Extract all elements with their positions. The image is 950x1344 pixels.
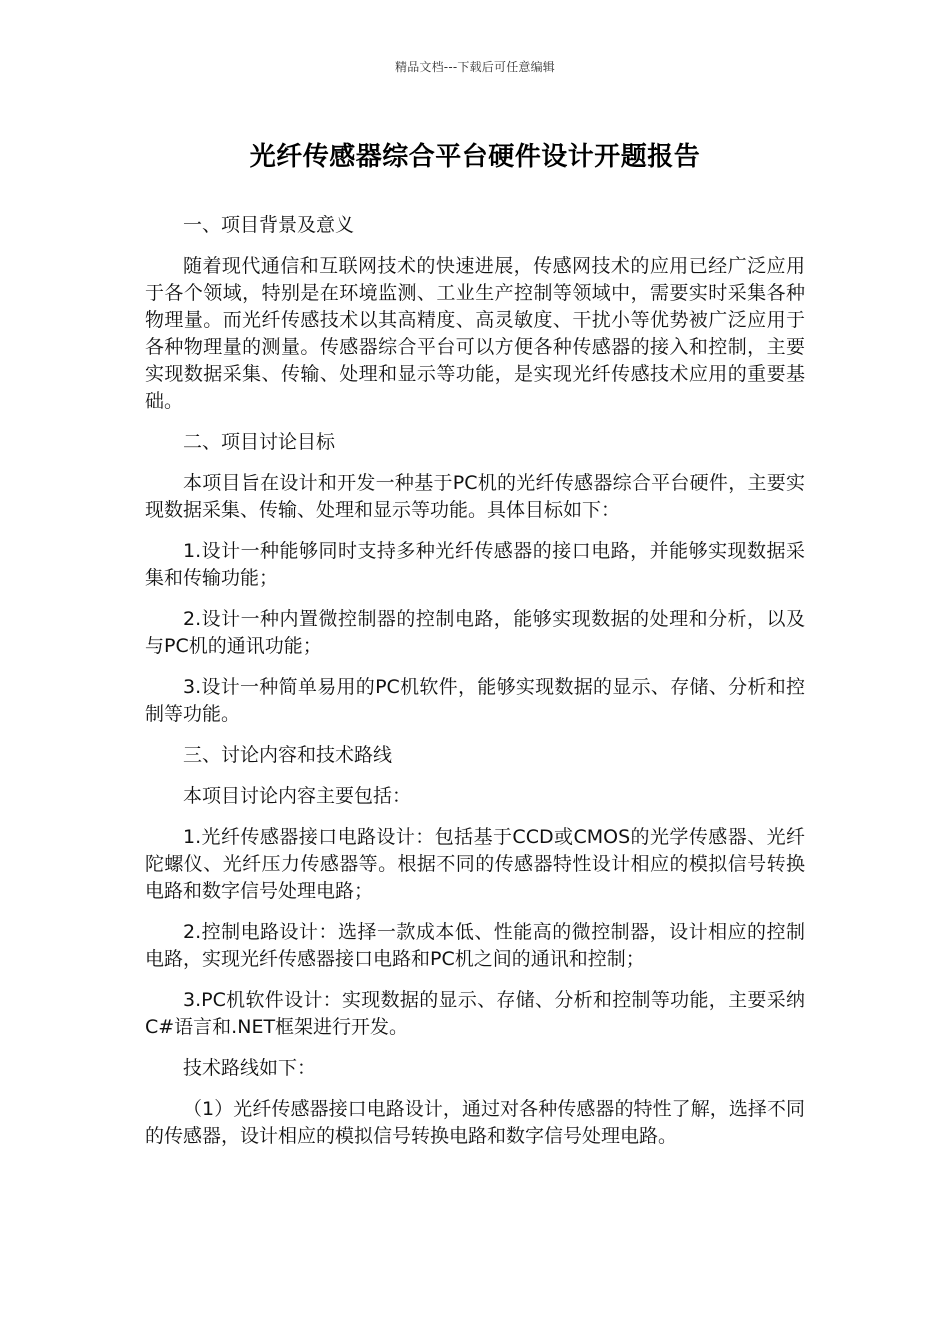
paragraph-goals-intro: 本项目旨在设计和开发一种基于PC机的光纤传感器综合平台硬件，主要实现数据采集、传输、处理和显示等功能。具体目标如下： xyxy=(145,472,805,521)
header-note: 精品文档---下载后可任意编辑 xyxy=(395,60,555,74)
paragraph-background: 随着现代通信和互联网技术的快速进展，传感网技术的应用已经广泛应用于各个领域，特别是在环境监测、工业生产控制等领域中，需要实时采集各种物理量。而光纤传感技术以其高精度、高灵敏度、干扰小等优势被广泛应用于各种物理量的测量。传感器综合平台可以方便各种传感器的接入和控制，主要实现数据采集、传输、处理和显示等功能，是实现光纤传感技术应用的重要基础。 xyxy=(145,255,805,412)
paragraph-goal-1: 1.设计一种能够同时支持多种光纤传感器的接口电路，并能够实现数据采集和传输功能； xyxy=(145,540,805,589)
section-heading-content: 三、讨论内容和技术路线 xyxy=(183,744,393,766)
document-body xyxy=(145,212,805,1164)
paragraph-route-intro: 技术路线如下： xyxy=(183,1057,317,1079)
paragraph-content-3: 3.PC机软件设计：实现数据的显示、存储、分析和控制等功能，主要采纳C#语言和.NET框架进行开发。 xyxy=(145,989,805,1038)
paragraph-goal-2: 2.设计一种内置微控制器的控制电路，能够实现数据的处理和分析，以及与PC机的通讯功能； xyxy=(145,608,805,657)
paragraph-route-1: （1）光纤传感器接口电路设计，通过对各种传感器的特性了解，选择不同的传感器，设计相应的模拟信号转换电路和数字信号处理电路。 xyxy=(145,1098,805,1147)
paragraph-goal-3: 3.设计一种简单易用的PC机软件，能够实现数据的显示、存储、分析和控制等功能。 xyxy=(145,676,805,725)
document-title: 光纤传感器综合平台硬件设计开题报告 xyxy=(249,142,701,172)
paragraph-content-2: 2.控制电路设计：选择一款成本低、性能高的微控制器，设计相应的控制电路，实现光纤传感器接口电路和PC机之间的通讯和控制； xyxy=(145,921,805,970)
paragraph-content-intro: 本项目讨论内容主要包括： xyxy=(183,785,412,807)
section-heading-background: 一、项目背景及意义 xyxy=(183,214,355,236)
paragraph-content-1: 1.光纤传感器接口电路设计：包括基于CCD或CMOS的光学传感器、光纤陀螺仪、光纤压力传感器等。根据不同的传感器特性设计相应的模拟信号转换电路和数字信号处理电路； xyxy=(145,826,805,902)
section-heading-goals: 二、项目讨论目标 xyxy=(183,431,336,453)
